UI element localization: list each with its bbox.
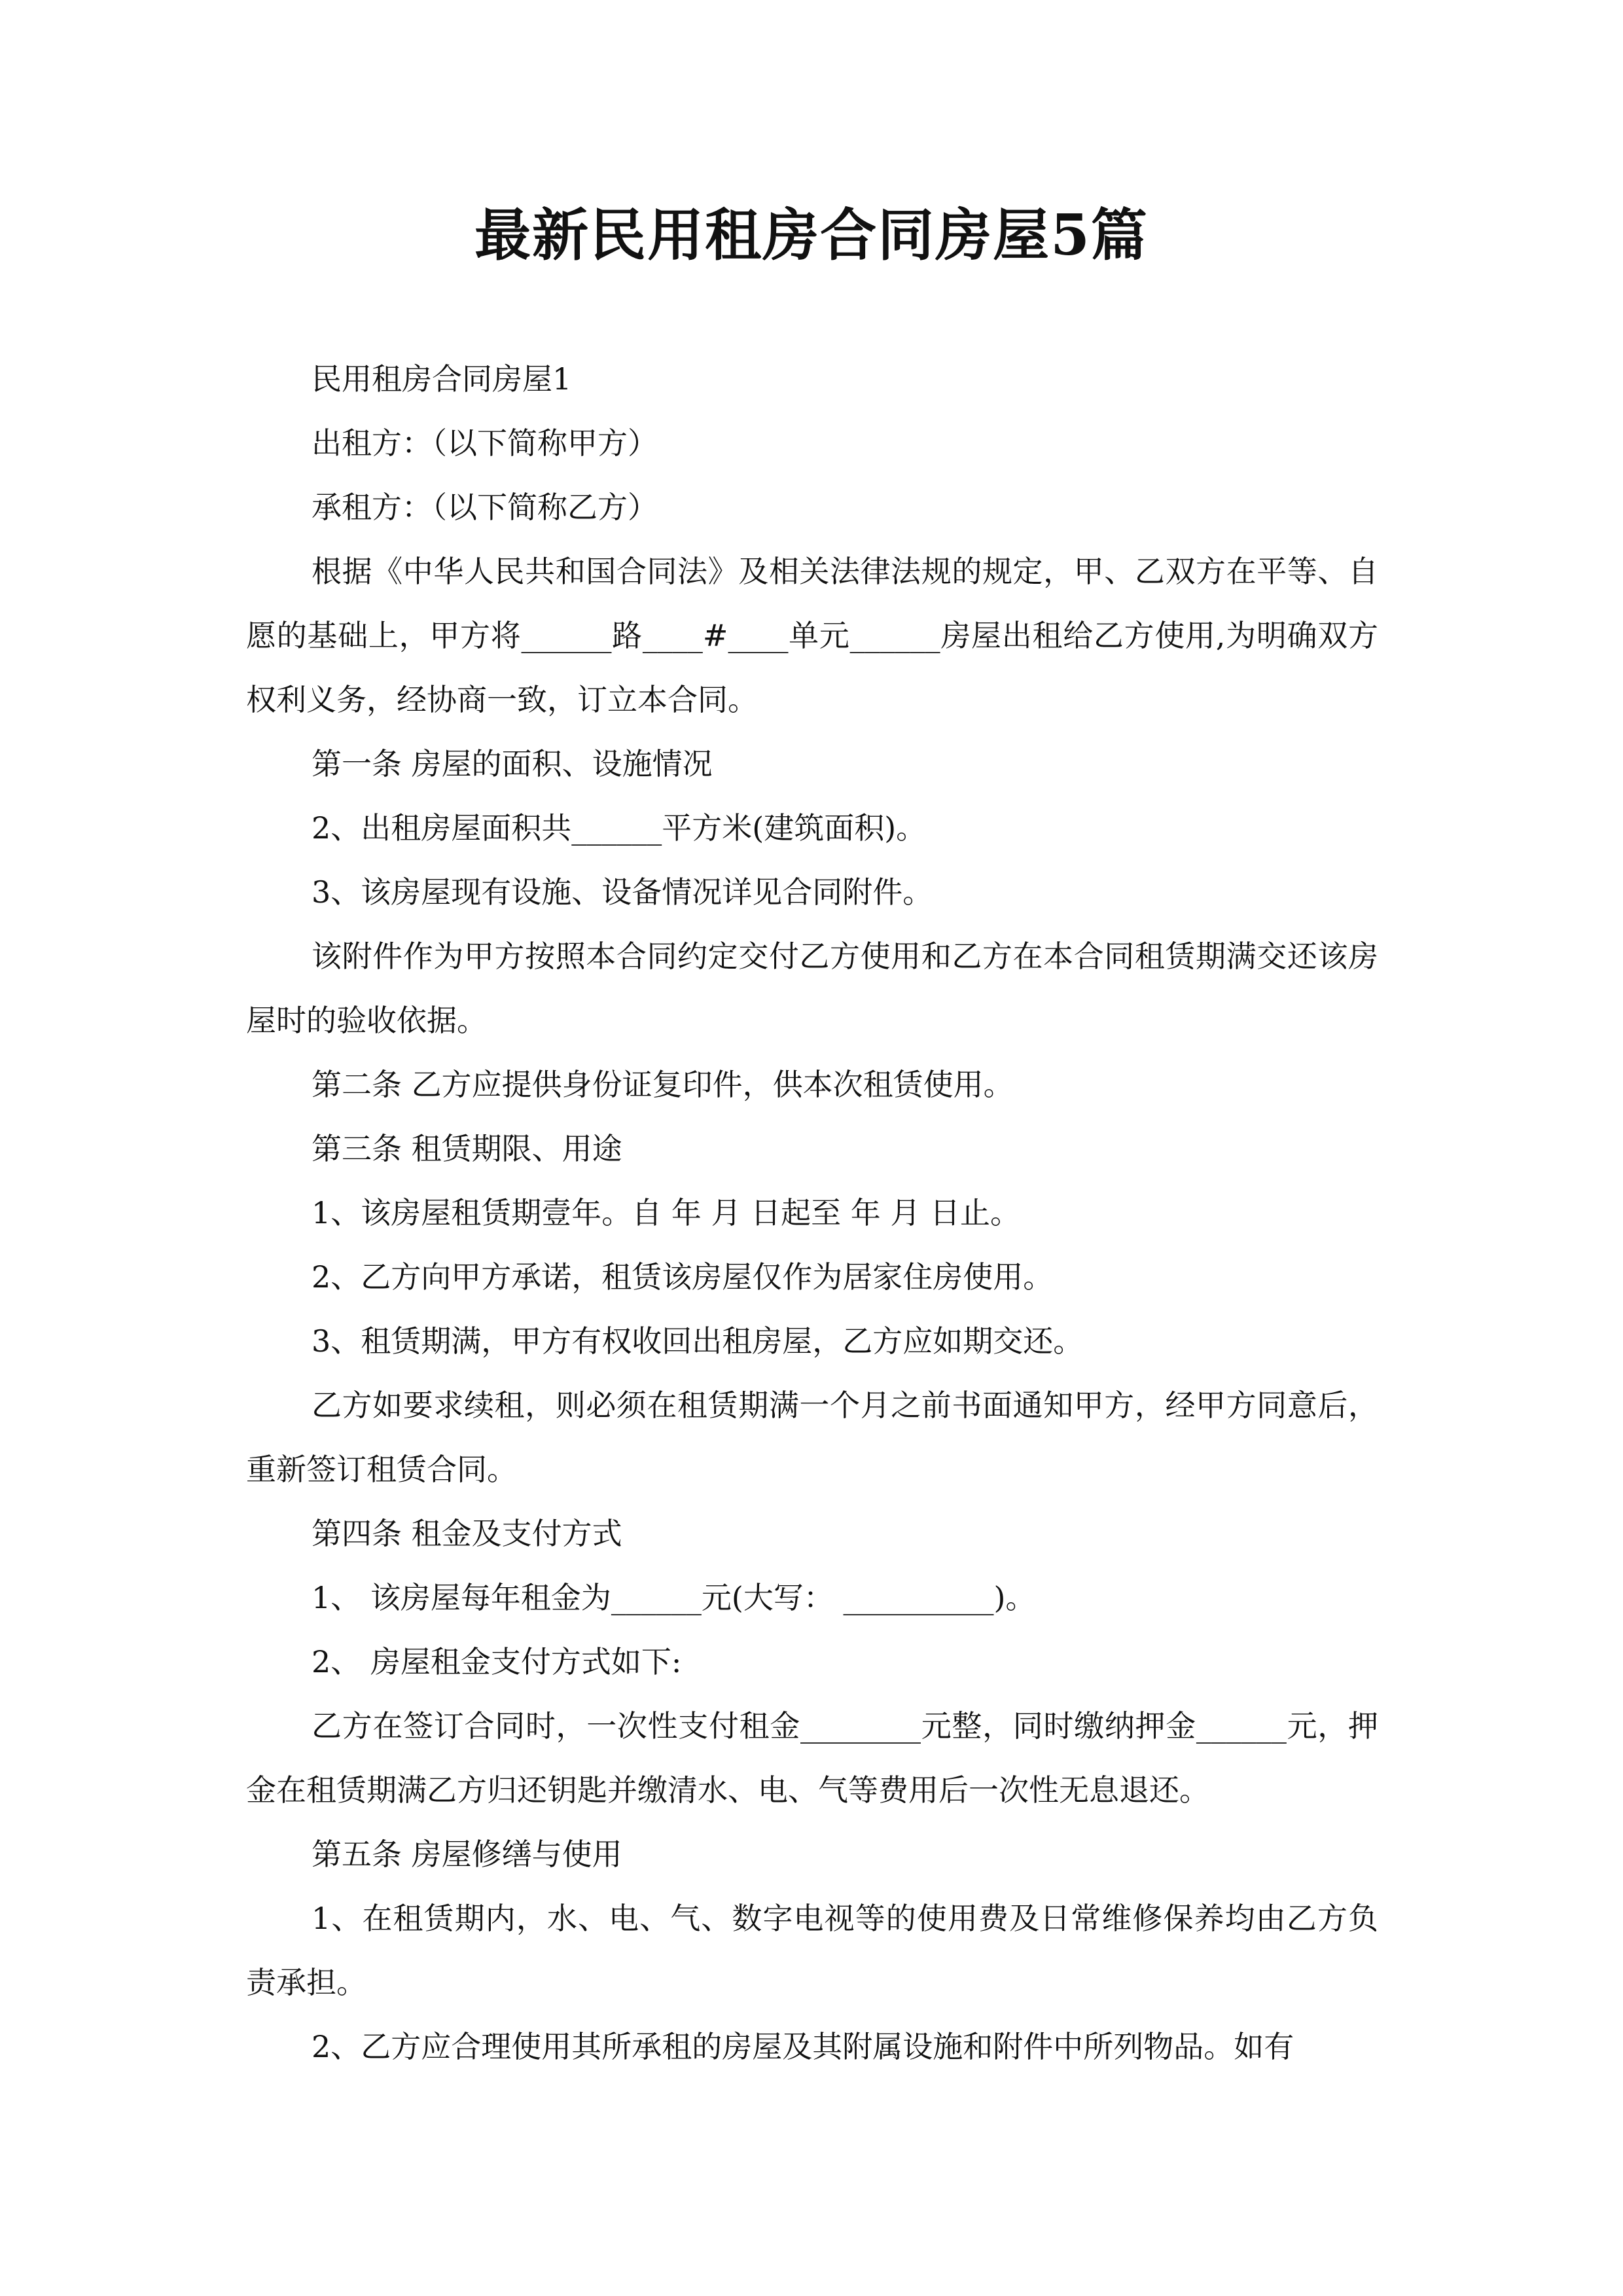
paragraph-article-5: 第五条 房屋修缮与使用	[312, 1837, 622, 1872]
paragraph-usage: 2、乙方向甲方承诺，租赁该房屋仅作为居家住房使用。	[312, 1259, 1054, 1295]
paragraph-payment-method: 2、 房屋租金支付方式如下:	[312, 1644, 682, 1679]
document-body	[246, 347, 1378, 2079]
paragraph-area: 2、出租房屋面积共______平方米(建筑面积)。	[312, 810, 927, 846]
paragraph-annex: 该附件作为甲方按照本合同约定交付乙方使用和乙方在本合同租赁期满交还该房屋时的验收依据。	[246, 939, 1378, 1038]
paragraph-article-3: 第三条 租赁期限、用途	[312, 1131, 622, 1166]
paragraph-expiry: 3、租赁期满，甲方有权收回出租房屋，乙方应如期交还。	[312, 1323, 1084, 1359]
paragraph-renewal: 乙方如要求续租，则必须在租赁期满一个月之前书面通知甲方，经甲方同意后，重新签订租赁合同。	[246, 1388, 1378, 1487]
paragraph-heading-1: 民用租房合同房屋1	[312, 361, 572, 397]
paragraph-article-2: 第二条 乙方应提供身份证复印件，供本次租赁使用。	[312, 1067, 1014, 1102]
paragraph-maintenance: 1、在租赁期内，水、电、气、数字电视等的使用费及日常维修保养均由乙方负责承担。	[246, 1901, 1378, 2000]
paragraph-deposit: 乙方在签订合同时，一次性支付租金________元整，同时缴纳押金______元，押金在租赁期满乙方归还钥匙并缴清水、电、气等费用后一次性无息退还。	[246, 1708, 1378, 1808]
paragraph-lessee: 承租方：（以下简称乙方）	[312, 490, 658, 525]
paragraph-article-1: 第一条 房屋的面积、设施情况	[312, 746, 713, 781]
paragraph-term: 1、该房屋租赁期壹年。自 年 月 日起至 年 月 日止。	[312, 1195, 1020, 1230]
paragraph-proper-use: 2、乙方应合理使用其所承租的房屋及其附属设施和附件中所列物品。如有	[312, 2029, 1294, 2064]
paragraph-article-4: 第四条 租金及支付方式	[312, 1516, 622, 1551]
paragraph-preamble: 根据《中华人民共和国合同法》及相关法律法规的规定，甲、乙双方在平等、自愿的基础上，甲方将______路____#____单元______房屋出租给乙方使用,为明确双方权利义务，经协商一致，订立本合同。	[246, 554, 1378, 717]
document-title: 最新民用租房合同房屋5篇	[474, 202, 1149, 268]
paragraph-facilities: 3、该房屋现有设施、设备情况详见合同附件。	[312, 874, 933, 910]
paragraph-rent: 1、 该房屋每年租金为______元(大写： __________)。	[312, 1580, 1036, 1615]
paragraph-lessor: 出租方：（以下简称甲方）	[312, 425, 658, 461]
